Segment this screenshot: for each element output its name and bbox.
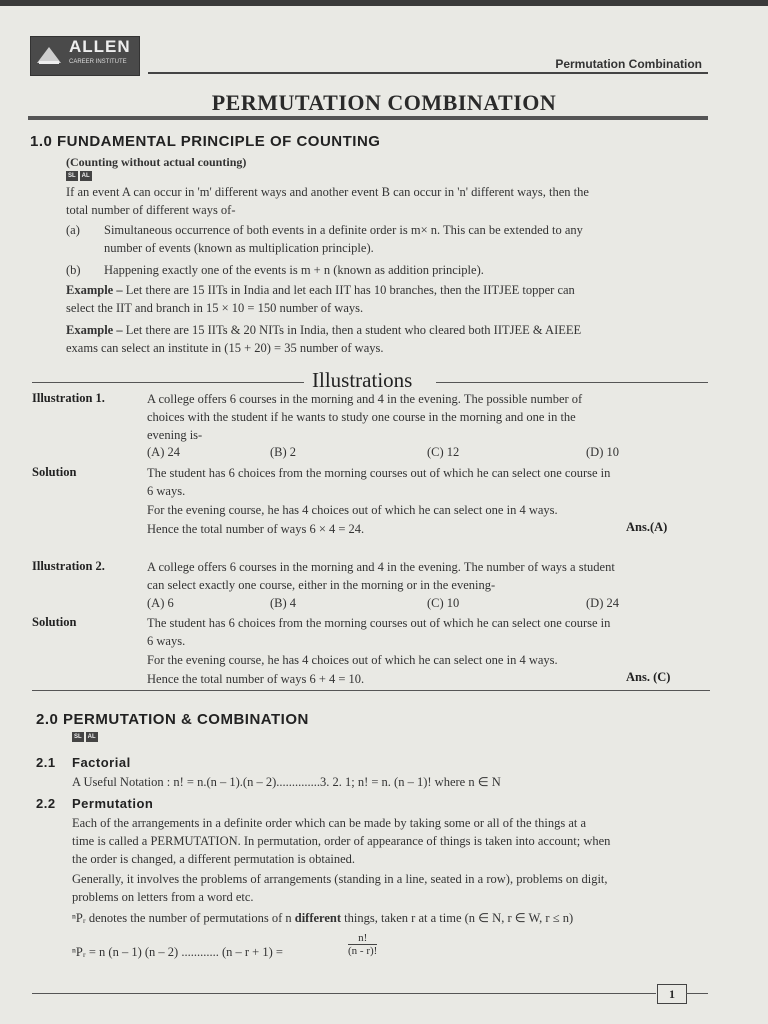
npr-definition-pre: ⁿPᵣ denotes the number of permutations of n: [72, 911, 295, 925]
factorial-number: 2.1: [36, 755, 56, 770]
badge-al: AL: [81, 173, 90, 179]
example-1-line-2: select the IIT and branch in 15 × 10 = 150 number of ways.: [66, 301, 364, 315]
footer-rule-right: [686, 993, 708, 994]
illustration-2-option-c: (C) 10: [427, 596, 460, 610]
illustration-1-option-a: (A) 24: [147, 445, 180, 459]
section-1-heading: 1.0 FUNDAMENTAL PRINCIPLE OF COUNTING: [30, 133, 381, 150]
intro-line-2: total number of different ways of-: [66, 203, 236, 217]
illustration-1-option-d: (D) 10: [586, 445, 619, 459]
illustration-2-solution-label: Solution: [32, 615, 77, 629]
point-a-line-1: Simultaneous occurrence of both events in a definite order is m× n. This can be extended to any: [104, 223, 583, 237]
section-2-heading: 2.0 PERMUTATION & COMBINATION: [36, 711, 309, 728]
permutation-para-3: the order is changed, a different permutation is obtained.: [72, 852, 356, 866]
running-title: Permutation Combination: [555, 57, 702, 71]
illustration-1-option-c: (C) 12: [427, 445, 460, 459]
npr-formula: ⁿPᵣ = n (n – 1) (n – 2) ............ (n – r + 1) =: [72, 945, 283, 959]
illustration-2-option-b: (B) 4: [270, 596, 297, 610]
logo-emblem-icon: [35, 43, 63, 67]
illustration-1-question-3: evening is-: [147, 428, 203, 442]
permutation-para-5: problems on letters from a word etc.: [72, 890, 254, 904]
npr-definition-bold: different: [294, 911, 342, 925]
point-a-label: (a): [66, 223, 80, 237]
illustration-1-option-b: (B) 2: [270, 445, 297, 459]
footer-rule: [32, 993, 656, 994]
illustrations-end-rule: [32, 690, 710, 691]
illustration-1-solution-3: For the evening course, he has 4 choices out of which he can select one in 4 ways.: [147, 503, 558, 517]
section-1-subheading: (Counting without actual counting): [66, 155, 247, 169]
point-a-line-2: number of events (known as multiplication principle).: [104, 241, 374, 255]
npr-fraction: [348, 932, 377, 957]
section-2-badges: [72, 732, 98, 742]
illustration-2-solution-4: Hence the total number of ways 6 + 4 = 10.: [147, 672, 365, 686]
page: [0, 6, 768, 1024]
npr-definition-post: things, taken r at a time (n ∈ N, r ∈ W, r ≤ n): [341, 911, 574, 925]
illustration-1-solution-1: The student has 6 choices from the morning courses out of which he can select one course in: [147, 466, 611, 480]
fraction-denominator: (n - r)!: [348, 945, 378, 957]
point-b-line-1: Happening exactly one of the events is m + n (known as addition principle).: [104, 263, 484, 277]
illustration-2-option-d: (D) 24: [586, 596, 619, 610]
badge-sl: SL: [68, 173, 76, 179]
logo-tagline: CAREER INSTITUTE: [69, 59, 127, 65]
illustration-1-question-2: choices with the student if he wants to study one course in the morning and one in the: [147, 410, 576, 424]
page-number: 1: [657, 984, 687, 1004]
permutation-number: 2.2: [36, 796, 56, 811]
illustration-2-option-a: (A) 6: [147, 596, 174, 610]
badge-sl: SL: [74, 734, 82, 740]
illustration-2-answer: Ans. (C): [626, 670, 671, 684]
illustration-1-label: Illustration 1.: [32, 391, 105, 405]
example-2: [66, 321, 581, 339]
page-title: PERMUTATION COMBINATION: [211, 90, 557, 115]
example-1-line-1: Let there are 15 IITs in India and let each IIT has 10 branches, then the IITJEE topper can: [125, 283, 575, 297]
logo-brand: ALLEN: [69, 37, 131, 56]
illustration-1-answer: Ans.(A): [626, 520, 668, 534]
illustrations-heading: Illustrations: [312, 368, 413, 392]
permutation-para-4: Generally, it involves the problems of arrangements (standing in a line, seated in a row), problems on digit,: [72, 872, 608, 886]
illustration-2-question-2: can select exactly one course, either in the morning or in the evening-: [147, 578, 496, 592]
example-1: [66, 281, 575, 299]
allen-logo: [30, 36, 140, 76]
illustration-2-solution-2: 6 ways.: [147, 634, 186, 648]
illustration-2-solution-3: For the evening course, he has 4 choices out of which he can select one in 4 ways.: [147, 653, 558, 667]
example-2-line-1: Let there are 15 IITs & 20 NITs in India, then a student who cleared both IITJEE & AIEEE: [125, 323, 582, 337]
factorial-title: Factorial: [72, 755, 131, 770]
illustration-1-solution-label: Solution: [32, 465, 77, 479]
permutation-title: Permutation: [72, 796, 154, 811]
fraction-numerator: n!: [348, 932, 377, 945]
example-2-line-2: exams can select an institute in (15 + 20) = 35 number of ways.: [66, 341, 384, 355]
intro-line-1: If an event A can occur in 'm' different ways and another event B can occur in 'n' different ways, then the: [66, 185, 589, 199]
point-b-label: (b): [66, 263, 81, 277]
illustration-2-solution-1: The student has 6 choices from the morning courses out of which he can select one course in: [147, 616, 611, 630]
illustration-2-question-1: A college offers 6 courses in the morning and 4 in the evening. The number of ways a student: [147, 560, 615, 574]
header-rule: [148, 72, 708, 74]
illustration-1-solution-2: 6 ways.: [147, 484, 186, 498]
title-rule: [28, 116, 708, 120]
example-1-label: Example –: [66, 283, 123, 297]
factorial-notation: A Useful Notation : n! = n.(n – 1).(n – 2)..............3. 2. 1; n! = n. (n – 1)! where n ∈ N: [72, 775, 501, 789]
permutation-para-2: time is called a PERMUTATION. In permutation, order of appearance of things is taken into account; when: [72, 834, 611, 848]
section-1-badges: [66, 171, 92, 181]
npr-definition: [72, 909, 573, 927]
illustration-1-question-1: A college offers 6 courses in the morning and 4 in the evening. The possible number of: [147, 392, 583, 406]
badge-al: AL: [87, 734, 96, 740]
illustrations-rule-left: [32, 382, 304, 383]
example-2-label: Example –: [66, 323, 123, 337]
illustration-1-solution-4: Hence the total number of ways 6 × 4 = 24.: [147, 522, 365, 536]
permutation-para-1: Each of the arrangements in a definite order which can be made by taking some or all of the things at a: [72, 816, 587, 830]
illustration-2-label: Illustration 2.: [32, 559, 105, 573]
illustrations-rule-right: [436, 382, 708, 383]
